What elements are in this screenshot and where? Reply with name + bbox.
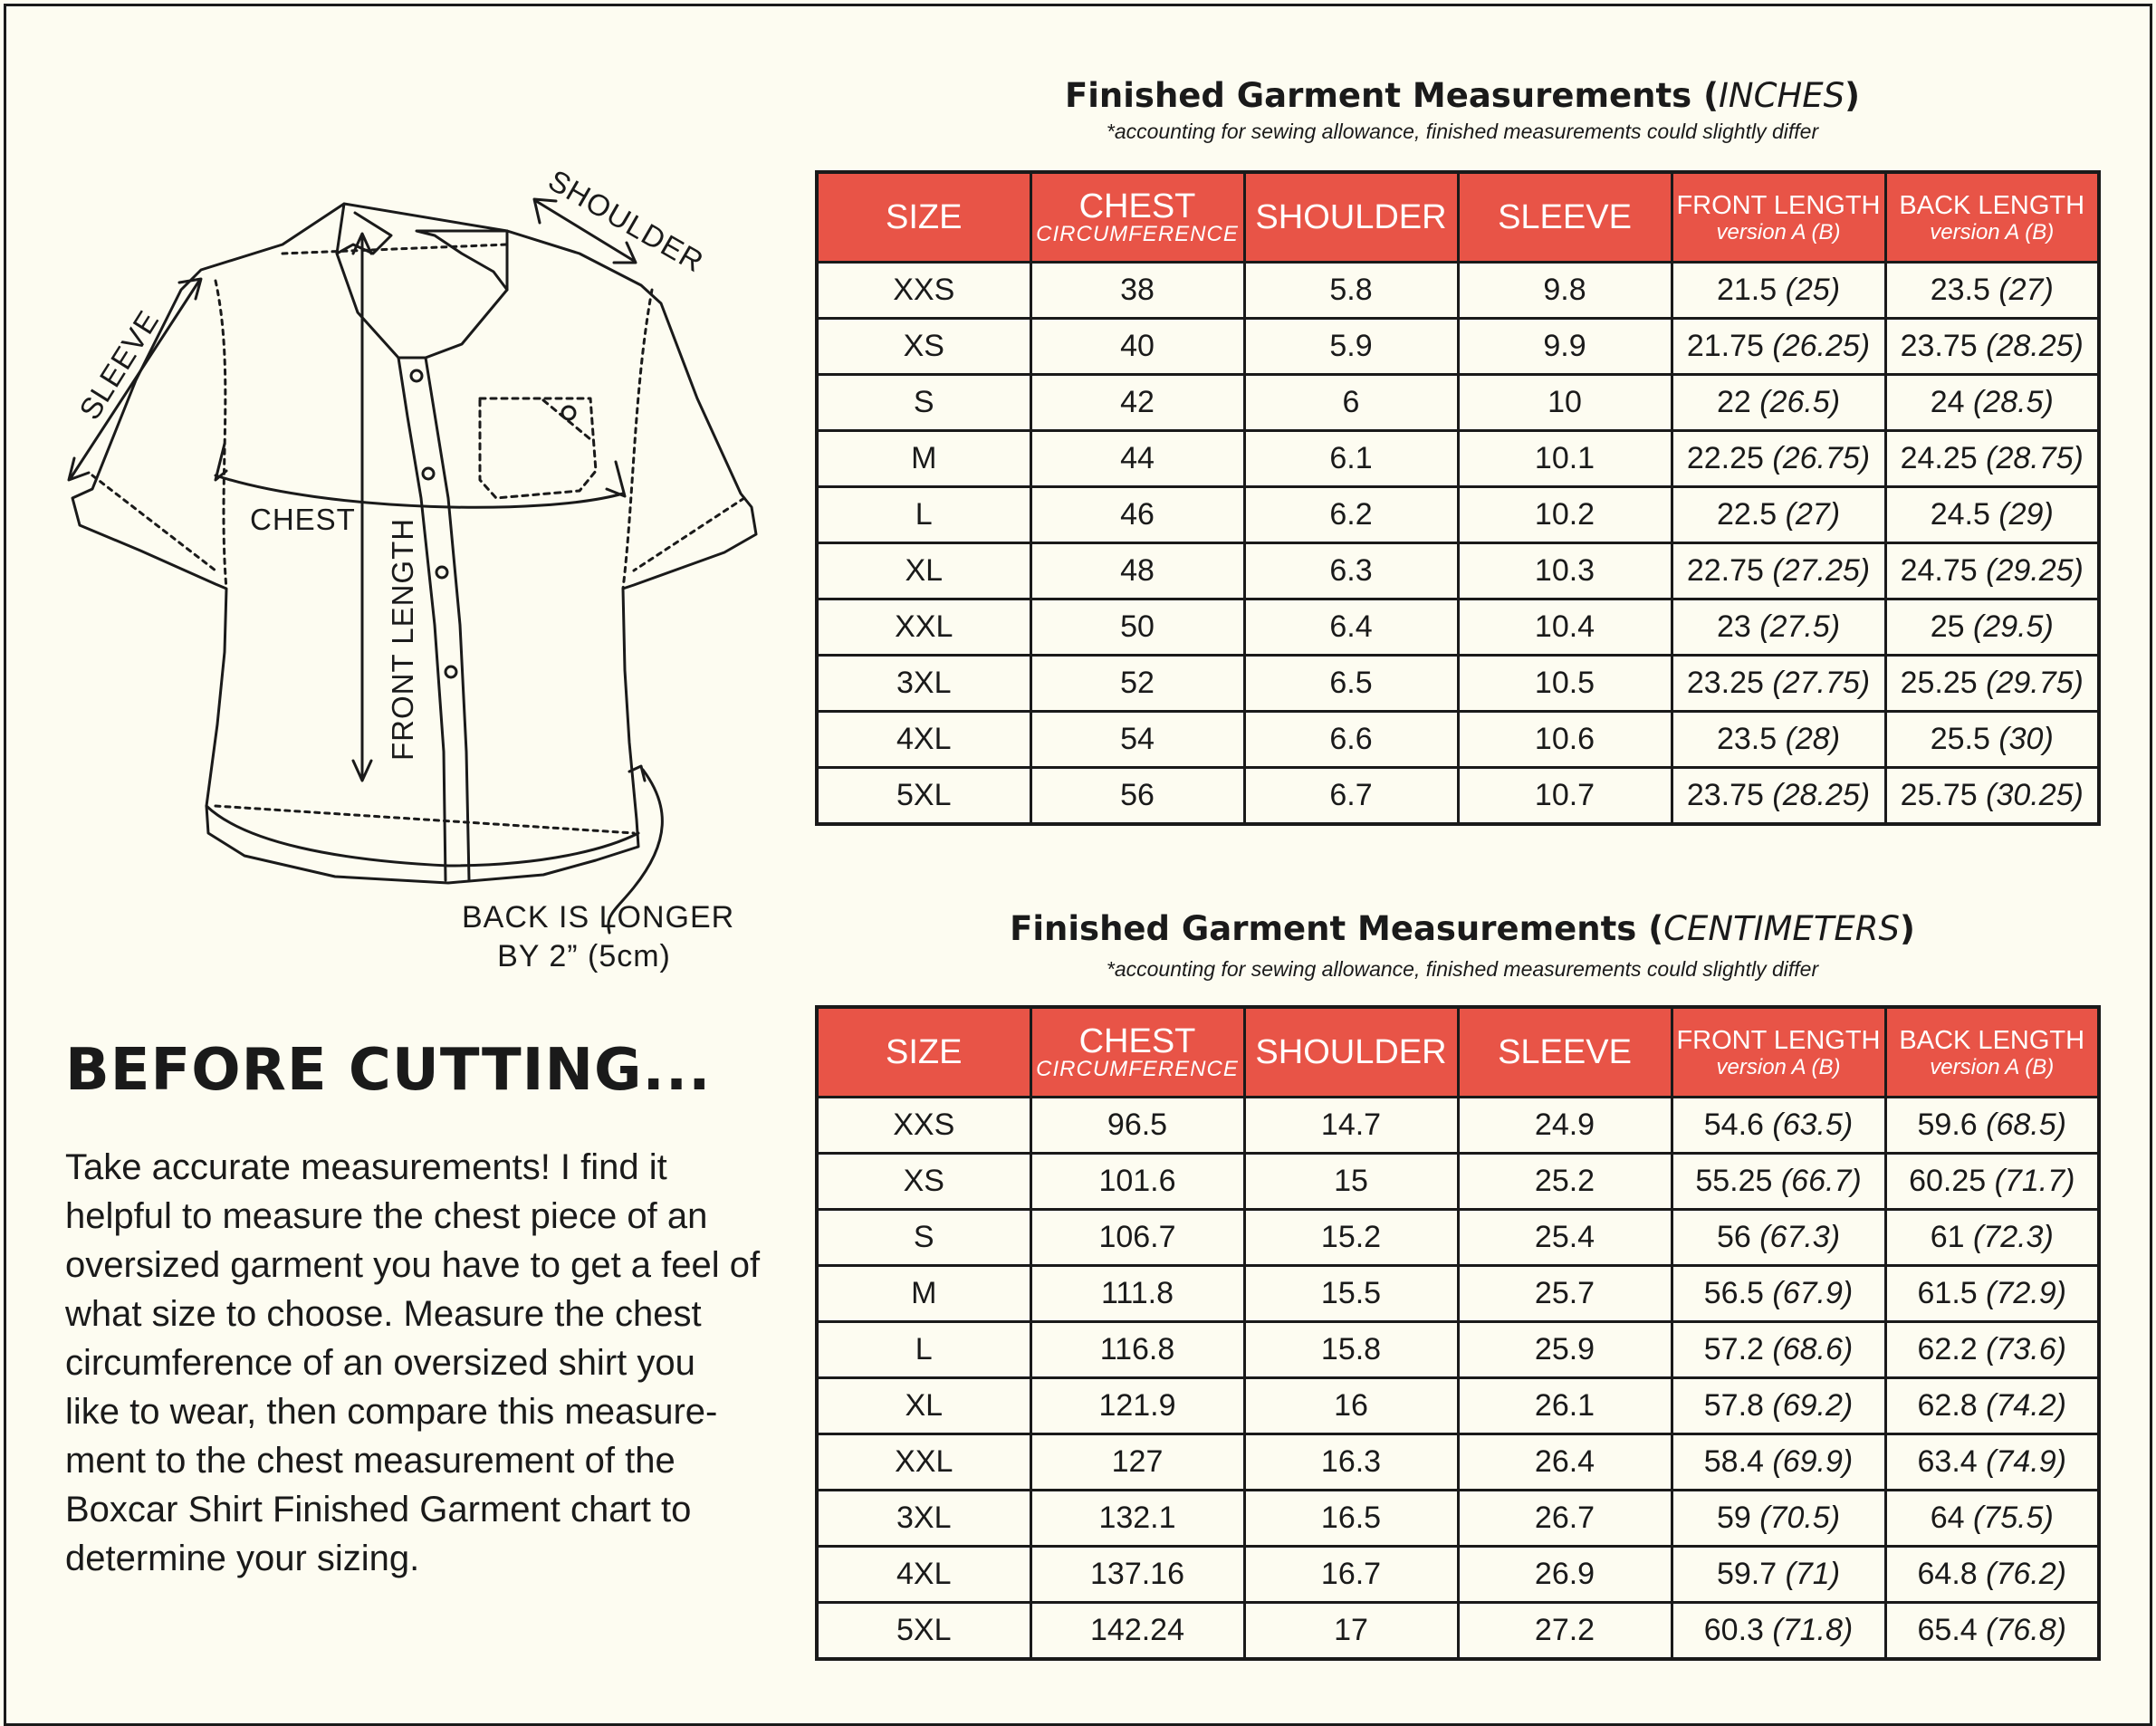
cell-back-length: 60.25 (71.7) [1885,1154,2099,1210]
inches-table-wrap [815,170,2101,826]
chest-label: CHEST [250,503,356,536]
cell-back-length: 62.2 (73.6) [1885,1322,2099,1378]
header-row [817,172,2099,263]
cell-shoulder: 6.6 [1244,712,1458,768]
header-back-length: BACK LENGTH version A (B) [1885,172,2099,263]
cell-sleeve: 10.7 [1458,768,1672,825]
cell-front-length: 57.8 (69.2) [1672,1378,1885,1434]
table-row [817,543,2099,599]
cell-size: XXL [817,599,1030,656]
cell-shoulder: 15 [1244,1154,1458,1210]
before-cutting-text [65,1143,808,1583]
cm-table-wrap [815,1005,2101,1661]
cell-size: XS [817,319,1030,375]
cell-chest: 50 [1030,599,1244,656]
cell-shoulder: 6.1 [1244,431,1458,487]
cell-back-length: 25 (29.5) [1885,599,2099,656]
text-line: circumference of an oversized shirt you [65,1343,695,1383]
table-row [817,375,2099,431]
cell-front-length: 60.3 (71.8) [1672,1603,1885,1660]
cell-chest: 46 [1030,487,1244,543]
table-row [817,487,2099,543]
cell-chest: 127 [1030,1434,1244,1491]
cell-chest: 44 [1030,431,1244,487]
table-row [817,1266,2099,1322]
cell-size: M [817,431,1030,487]
cell-shoulder: 5.8 [1244,263,1458,319]
cell-sleeve: 10.1 [1458,431,1672,487]
header-size: SIZE [817,1007,1030,1098]
cell-back-length: 65.4 (76.8) [1885,1603,2099,1660]
cell-size: 5XL [817,1603,1030,1660]
cell-sleeve: 26.1 [1458,1378,1672,1434]
header-front-length: FRONT LENGTH version A (B) [1672,1007,1885,1098]
header-chest: CHEST CIRCUMFERENCE [1030,172,1244,263]
cell-chest: 54 [1030,712,1244,768]
cell-shoulder: 15.5 [1244,1266,1458,1322]
cell-back-length: 24.25 (28.75) [1885,431,2099,487]
text-line: Take accurate measurements! I find it [65,1147,667,1187]
inches-title: Finished Garment Measurements (INCHES) [1064,76,1861,115]
cell-sleeve: 10.6 [1458,712,1672,768]
cell-sleeve: 26.7 [1458,1491,1672,1547]
cell-shoulder: 15.8 [1244,1322,1458,1378]
cell-shoulder: 14.7 [1244,1098,1458,1154]
cell-size: S [817,375,1030,431]
cell-shoulder: 5.9 [1244,319,1458,375]
header-size: SIZE [817,172,1030,263]
table-row [817,431,2099,487]
cell-front-length: 22.25 (26.75) [1672,431,1885,487]
cell-shoulder: 6.5 [1244,656,1458,712]
cell-back-length: 62.8 (74.2) [1885,1378,2099,1434]
cell-size: XXL [817,1434,1030,1491]
header-shoulder: SHOULDER [1244,172,1458,263]
cell-size: XL [817,543,1030,599]
cell-back-length: 24 (28.5) [1885,375,2099,431]
cell-chest: 40 [1030,319,1244,375]
cell-sleeve: 25.9 [1458,1322,1672,1378]
cell-chest: 137.16 [1030,1547,1244,1603]
cell-shoulder: 6.4 [1244,599,1458,656]
table-row [817,656,2099,712]
cell-size: 3XL [817,656,1030,712]
cell-back-length: 24.75 (29.25) [1885,543,2099,599]
cell-shoulder: 16.5 [1244,1491,1458,1547]
cell-chest: 52 [1030,656,1244,712]
cell-size: L [817,1322,1030,1378]
table-row [817,768,2099,825]
cell-chest: 38 [1030,263,1244,319]
cell-back-length: 61.5 (72.9) [1885,1266,2099,1322]
cell-front-length: 55.25 (66.7) [1672,1154,1885,1210]
cell-chest: 106.7 [1030,1210,1244,1266]
cell-back-length: 25.75 (30.25) [1885,768,2099,825]
header-front-length: FRONT LENGTH version A (B) [1672,172,1885,263]
header-sleeve: SLEEVE [1458,172,1672,263]
back-note-line-1: BACK IS LONGER [462,900,735,935]
table-row [817,599,2099,656]
cell-size: S [817,1210,1030,1266]
cm-heading-block [815,906,2110,987]
cell-sleeve: 25.2 [1458,1154,1672,1210]
cell-sleeve: 10.5 [1458,656,1672,712]
cell-front-length: 59.7 (71) [1672,1547,1885,1603]
cell-front-length: 23.25 (27.75) [1672,656,1885,712]
cell-front-length: 23 (27.5) [1672,599,1885,656]
cell-chest: 142.24 [1030,1603,1244,1660]
cell-chest: 42 [1030,375,1244,431]
cell-size: XXS [817,1098,1030,1154]
cell-shoulder: 6.2 [1244,487,1458,543]
cell-chest: 48 [1030,543,1244,599]
cell-shoulder: 6 [1244,375,1458,431]
front-length-label: FRONT LENGTH [386,517,419,761]
cell-sleeve: 24.9 [1458,1098,1672,1154]
cell-shoulder: 16.7 [1244,1547,1458,1603]
text-line: Boxcar Shirt Finished Garment chart to [65,1490,692,1529]
cm-title: Finished Garment Measurements (CENTIMETERS) [1010,909,1915,948]
cell-shoulder: 6.7 [1244,768,1458,825]
cell-back-length: 63.4 (74.9) [1885,1434,2099,1491]
cell-front-length: 22 (26.5) [1672,375,1885,431]
cell-sleeve: 9.9 [1458,319,1672,375]
table-row [817,263,2099,319]
header-back-length: BACK LENGTH version A (B) [1885,1007,2099,1098]
cell-back-length: 24.5 (29) [1885,487,2099,543]
cell-sleeve: 10 [1458,375,1672,431]
cell-sleeve: 26.4 [1458,1434,1672,1491]
cell-chest: 121.9 [1030,1378,1244,1434]
cell-front-length: 21.75 (26.25) [1672,319,1885,375]
table-row [817,712,2099,768]
cell-size: XXS [817,263,1030,319]
cell-sleeve: 10.3 [1458,543,1672,599]
table-row [817,1547,2099,1603]
cell-front-length: 59 (70.5) [1672,1491,1885,1547]
text-line: like to wear, then compare this measure- [65,1392,718,1432]
cell-front-length: 58.4 (69.9) [1672,1434,1885,1491]
cell-back-length: 23.5 (27) [1885,263,2099,319]
cell-shoulder: 6.3 [1244,543,1458,599]
cm-subtitle: *accounting for sewing allowance, finished measurements could slightly differ [1106,957,1819,981]
inches-subtitle: *accounting for sewing allowance, finished measurements could slightly differ [1106,120,1819,143]
header-row [817,1007,2099,1098]
cell-front-length: 22.5 (27) [1672,487,1885,543]
cell-back-length: 25.25 (29.75) [1885,656,2099,712]
cell-sleeve: 27.2 [1458,1603,1672,1660]
cell-shoulder: 15.2 [1244,1210,1458,1266]
cell-front-length: 54.6 (63.5) [1672,1098,1885,1154]
text-line: ment to the chest measurement of the [65,1441,676,1481]
table-row [817,1154,2099,1210]
cell-back-length: 25.5 (30) [1885,712,2099,768]
table-row [817,1434,2099,1491]
cell-sleeve: 26.9 [1458,1547,1672,1603]
shoulder-label: SHOULDER [542,163,710,279]
cell-size: L [817,487,1030,543]
cell-sleeve: 25.7 [1458,1266,1672,1322]
cell-size: XL [817,1378,1030,1434]
header-chest: CHEST CIRCUMFERENCE [1030,1007,1244,1098]
cell-chest: 101.6 [1030,1154,1244,1210]
text-line: oversized garment you have to get a feel of [65,1245,761,1285]
cell-sleeve: 10.4 [1458,599,1672,656]
table-row [817,1098,2099,1154]
cell-chest: 132.1 [1030,1491,1244,1547]
cell-back-length: 64.8 (76.2) [1885,1547,2099,1603]
cell-chest: 116.8 [1030,1322,1244,1378]
cell-size: 3XL [817,1491,1030,1547]
cell-shoulder: 16 [1244,1378,1458,1434]
header-sleeve: SLEEVE [1458,1007,1672,1098]
header-shoulder: SHOULDER [1244,1007,1458,1098]
table-row [817,1378,2099,1434]
cell-front-length: 22.75 (27.25) [1672,543,1885,599]
cell-shoulder: 17 [1244,1603,1458,1660]
sleeve-label: SLEEVE [72,304,166,426]
inches-heading-block [815,72,2110,145]
text-line: helpful to measure the chest piece of an [65,1196,708,1236]
cell-back-length: 64 (75.5) [1885,1491,2099,1547]
cell-chest: 96.5 [1030,1098,1244,1154]
cell-front-length: 56 (67.3) [1672,1210,1885,1266]
cell-chest: 56 [1030,768,1244,825]
cell-back-length: 59.6 (68.5) [1885,1098,2099,1154]
table-row [817,1603,2099,1660]
cell-sleeve: 9.8 [1458,263,1672,319]
cell-front-length: 23.5 (28) [1672,712,1885,768]
table-row [817,1210,2099,1266]
table-row [817,1491,2099,1547]
shirt-diagram [36,118,797,987]
cell-size: 4XL [817,1547,1030,1603]
text-line: determine your sizing. [65,1539,420,1578]
cell-sleeve: 10.2 [1458,487,1672,543]
cell-size: M [817,1266,1030,1322]
cell-front-length: 56.5 (67.9) [1672,1266,1885,1322]
back-longer-note [462,898,735,976]
cell-shoulder: 16.3 [1244,1434,1458,1491]
table-row [817,319,2099,375]
cell-back-length: 23.75 (28.25) [1885,319,2099,375]
cell-front-length: 21.5 (25) [1672,263,1885,319]
text-line: what size to choose. Measure the chest [65,1294,702,1334]
back-note-line-2: BY 2” (5cm) [497,939,671,973]
cell-sleeve: 25.4 [1458,1210,1672,1266]
cell-size: 4XL [817,712,1030,768]
before-cutting-heading: BEFORE CUTTING... [65,1037,712,1104]
table-row [817,1322,2099,1378]
cell-chest: 111.8 [1030,1266,1244,1322]
cell-size: XS [817,1154,1030,1210]
cell-back-length: 61 (72.3) [1885,1210,2099,1266]
inches-table [815,170,2101,826]
cell-front-length: 57.2 (68.6) [1672,1322,1885,1378]
cell-front-length: 23.75 (28.25) [1672,768,1885,825]
cm-table [815,1005,2101,1661]
cell-size: 5XL [817,768,1030,825]
